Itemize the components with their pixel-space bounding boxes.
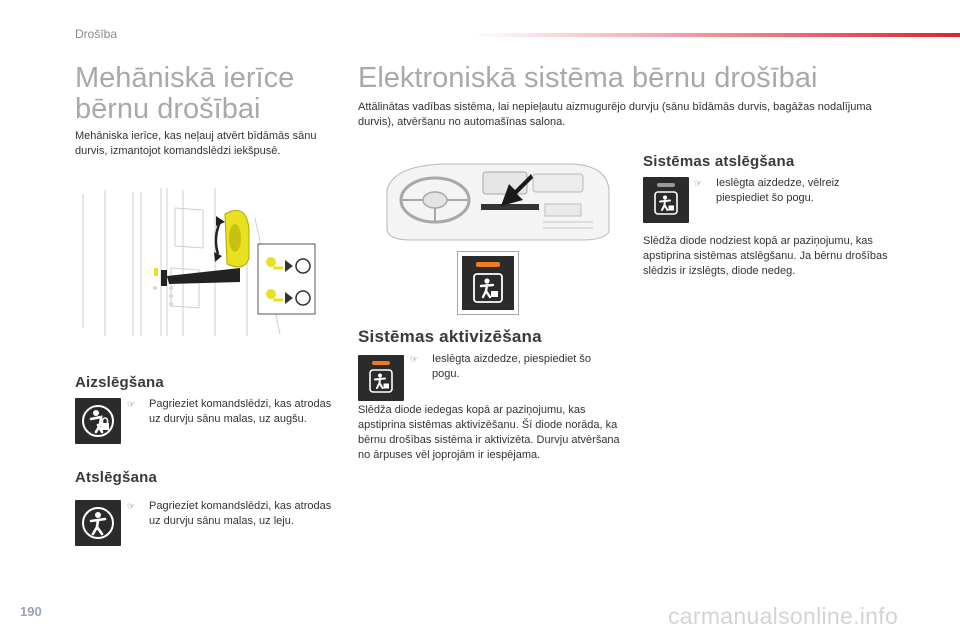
bullet-icon: ☞ — [410, 354, 419, 364]
lock-title: Aizslēgšana — [75, 374, 164, 391]
child-lock-icon — [473, 273, 503, 303]
activation-note: Slēdža diode iedegas kopā ar paziņojumu, kas apstiprina sistēmas aktivizēšanu. Šī diode norāda, ka bērnu drošības sistēma ir aktivizēta. Durvju atvēršana no ārpuses vēl joprojām ir iespējama. — [358, 404, 620, 461]
button-face — [462, 256, 514, 310]
electronic-title: Elektroniskā sistēma bērnu drošībai — [358, 62, 818, 94]
watermark: carmanualsonline.info — [668, 603, 899, 629]
child-button-led-on-icon — [358, 355, 404, 401]
child-icon — [75, 500, 121, 546]
dashboard-illustration — [383, 160, 611, 242]
child-button-led-off-icon — [643, 177, 689, 223]
electronic-intro: Attālinātas vadības sistēma, lai nepieļautu aizmugurējo durvju (sānu bīdāmās durvis, bagāžas nodalījuma durvis), atvēršanu no automašīnas salona. — [358, 101, 872, 128]
door-illustration — [75, 188, 317, 336]
mechanical-title: Mehāniskā ierīce bērnu drošībai — [75, 62, 295, 126]
deactivation-title: Sistēmas atslēgšana — [643, 153, 795, 170]
page-number: 190 — [20, 604, 42, 619]
bullet-icon: ☞ — [127, 501, 136, 511]
unlock-title: Atslēgšana — [75, 469, 158, 486]
deactivation-note: Slēdža diode nodziest kopā ar paziņojumu, kas apstiprina sistēmas atslēgšanu. Ja bērnu drošības slēdzis ir izslēgts, diode nedeg. — [643, 235, 888, 277]
child-lock-icon — [654, 191, 678, 215]
bullet-icon: ☞ — [127, 399, 136, 409]
child-lock-icon — [369, 369, 393, 393]
led-on-indicator — [372, 361, 390, 365]
child-button-illustration — [457, 251, 519, 315]
header-rule — [470, 33, 960, 37]
child-lock-icon — [75, 398, 121, 444]
mechanical-intro: Mehāniska ierīce, kas neļauj atvērt bīdāmās sānu durvis, izmantojot komandslēdzi iekšpusē. — [75, 130, 317, 157]
led-on-indicator — [476, 262, 500, 267]
section-label: Drošība — [75, 27, 118, 41]
activation-title: Sistēmas aktivizēšana — [358, 327, 542, 346]
bullet-icon: ☞ — [694, 178, 703, 188]
led-off-indicator — [657, 183, 675, 187]
